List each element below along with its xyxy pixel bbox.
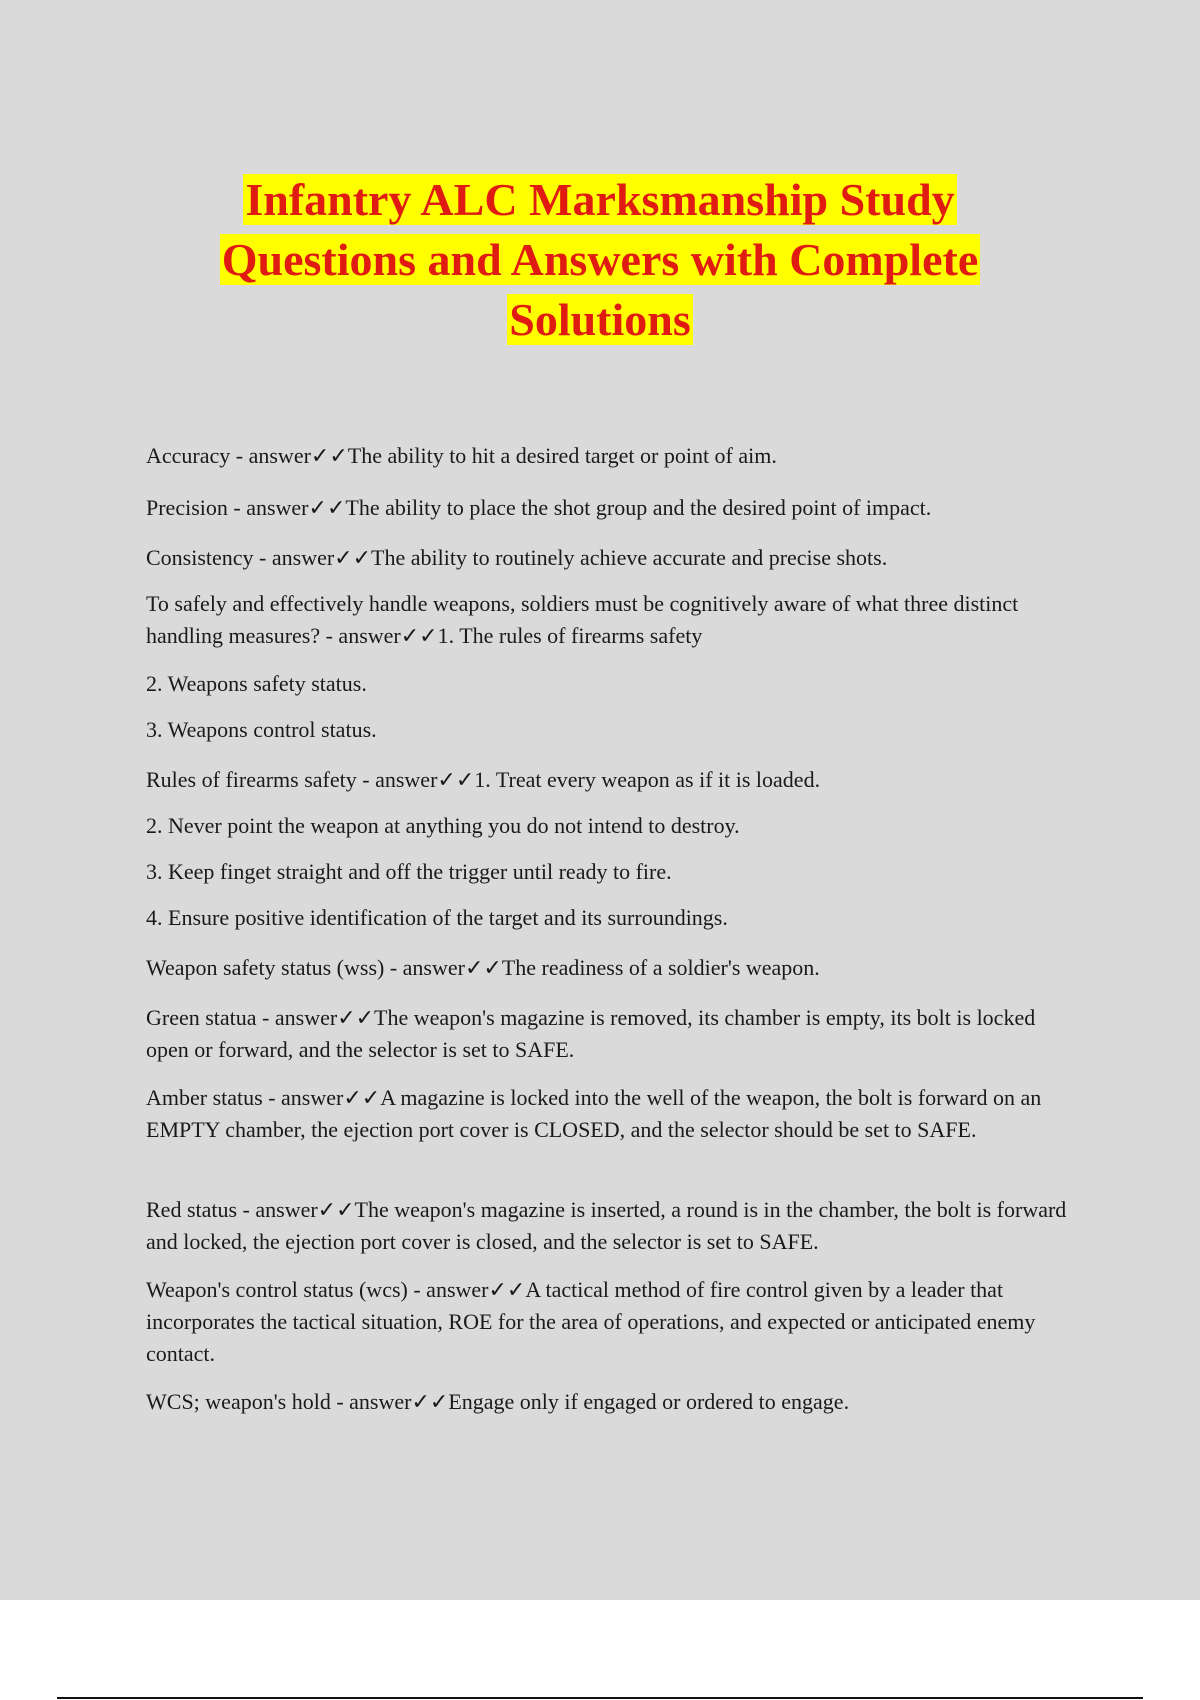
document-title [0, 170, 1200, 350]
paragraph-green-status: Green statua - answer✓✓The weapon's magazine is removed, its chamber is empty, its bolt is locked open or forward, and the selector is set to SAFE. [146, 1005, 1036, 1062]
page-divider [57, 1697, 1143, 1699]
paragraph-precision: Precision - answer✓✓The ability to place the shot group and the desired point of impact. [146, 495, 932, 520]
paragraph-amber-status: Amber status - answer✓✓A magazine is locked into the well of the weapon, the bolt is forward on an EMPTY chamber, the ejection port cover is CLOSED, and the selector should be set to SAFE. [146, 1085, 1042, 1142]
title-line-3: Solutions [509, 294, 691, 345]
paragraph-consistency: Consistency - answer✓✓The ability to routinely achieve accurate and precise shots. [146, 545, 888, 570]
paragraph-wss: Weapon safety status (wss) - answer✓✓The readiness of a soldier's weapon. [146, 955, 820, 980]
paragraph-red-status: Red status - answer✓✓The weapon's magazine is inserted, a round is in the chamber, the bolt is forward and locked, the ejection port cover is closed, and the selector is set to SAFE. [146, 1197, 1067, 1254]
paragraph-weapons-safety-status: 2. Weapons safety status. [146, 671, 367, 696]
paragraph-accuracy: Accuracy - answer✓✓The ability to hit a desired target or point of aim. [146, 443, 777, 468]
paragraph-handling-measures: To safely and effectively handle weapons, soldiers must be cognitively aware of what three distinct handling measures? - answer✓✓1. The rules of firearms safety [146, 591, 1019, 648]
paragraph-rule-4: 4. Ensure positive identification of the target and its surroundings. [146, 905, 728, 930]
paragraph-wcs-hold: WCS; weapon's hold - answer✓✓Engage only if engaged or ordered to engage. [146, 1389, 850, 1414]
paragraph-rule-3: 3. Keep finget straight and off the trigger until ready to fire. [146, 859, 672, 884]
title-line-1: Infantry ALC Marksmanship Study [245, 174, 955, 225]
paragraph-wcs: Weapon's control status (wcs) - answer✓✓A tactical method of fire control given by a leader that incorporates the tactical situation, ROE for the area of operations, and expected or anticipated enemy contact. [146, 1277, 1036, 1366]
paragraph-rules-firearms-safety: Rules of firearms safety - answer✓✓1. Treat every weapon as if it is loaded. [146, 767, 821, 792]
paragraph-rule-2: 2. Never point the weapon at anything you do not intend to destroy. [146, 813, 740, 838]
paragraph-weapons-control-status: 3. Weapons control status. [146, 717, 377, 742]
title-line-2: Questions and Answers with Complete [221, 234, 979, 285]
